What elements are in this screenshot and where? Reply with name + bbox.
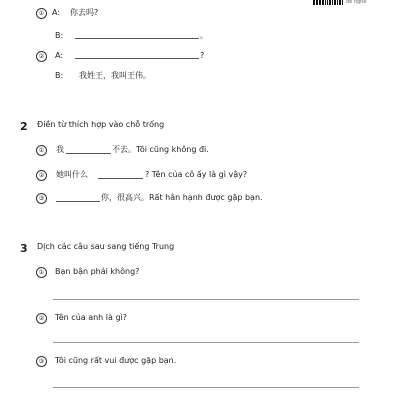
translation-prompt: Bạn bận phải không? (55, 267, 140, 276)
sentence-suffix: ? Tên của cô ấy là gì vậy? (145, 170, 248, 179)
punctuation: 。 (200, 31, 208, 40)
section-title: Dịch các câu sau sang tiếng Trung (37, 242, 175, 251)
item-number: ③ (36, 356, 47, 367)
item-number: ① (36, 8, 47, 19)
answer-line[interactable] (53, 299, 359, 300)
speaker-a-label: A: (55, 51, 64, 60)
sentence-prefix: 她叫什么 (56, 170, 88, 179)
item-number: ② (36, 313, 47, 324)
item-number: ① (36, 145, 47, 156)
item-number: ① (36, 267, 47, 278)
answer-line[interactable] (53, 387, 359, 388)
fill-blank[interactable] (98, 178, 143, 179)
audio-hint-label: để nghe (346, 0, 367, 5)
section-title: Điền từ thích hợp vào chỗ trống (37, 120, 165, 129)
answer-blank[interactable] (75, 58, 199, 59)
punctuation: ? (200, 51, 205, 60)
sentence-suffix: 不去。Tôi cũng không đi. (112, 145, 209, 154)
speaker-b-label: B: (55, 31, 64, 40)
answer-line[interactable] (53, 342, 359, 343)
item-number: ② (36, 51, 47, 62)
sentence-prefix: 我 (56, 145, 64, 154)
speaker-b-label: B: (55, 71, 64, 80)
speaker-a-label: A: (52, 8, 61, 17)
fill-blank[interactable] (56, 201, 100, 202)
sentence-suffix: 你，很高兴。Rất hân hạnh được gặp bạn. (101, 193, 263, 202)
section-number: 3 (20, 242, 28, 255)
section-number: 2 (20, 120, 28, 133)
qr-code-icon[interactable] (313, 0, 326, 5)
fill-blank[interactable] (66, 153, 111, 154)
item-number: ② (36, 170, 47, 181)
item-number: ③ (36, 193, 47, 204)
answer-blank[interactable] (75, 38, 199, 39)
dialogue-text: 我姓王，我叫王伟。 (79, 71, 151, 80)
translation-prompt: Tôi cũng rất vui được gặp bạn. (55, 356, 177, 365)
translation-prompt: Tên của anh là gì? (55, 313, 128, 322)
dialogue-text: 你去吗? (70, 8, 99, 17)
qr-code-icon[interactable] (327, 0, 343, 5)
